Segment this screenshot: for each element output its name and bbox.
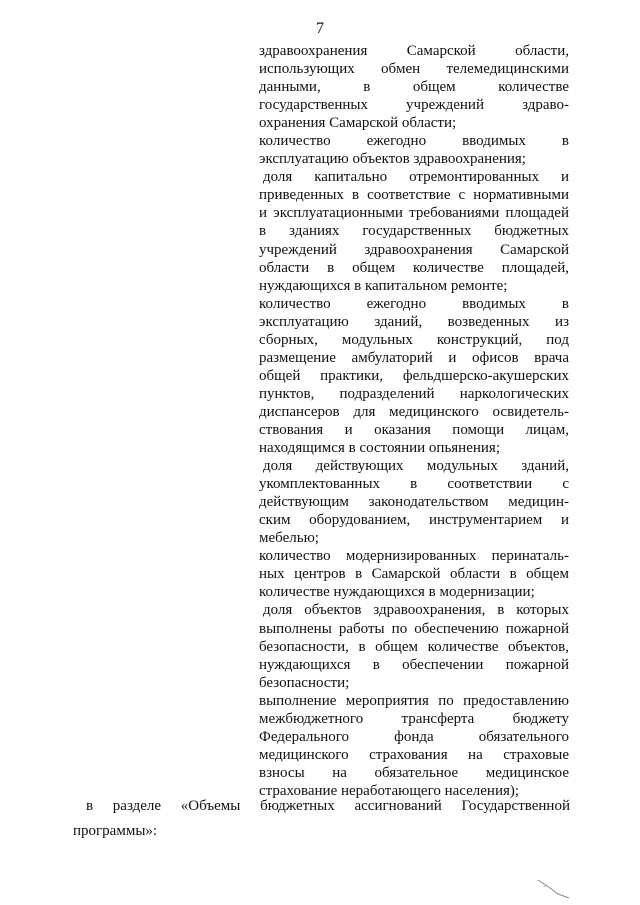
list-line: количество модернизированных перинаталь- [259,548,569,565]
list-line: общей практики, фельдшерско-акушерских [259,367,569,384]
list-line: размещение амбулаторий и офисов врача [259,349,569,366]
list-line: ных центров в Самарской области в общем [259,566,569,583]
list-line: выполнены работы по обеспечению пожарной [259,620,569,637]
list-line: мебелью; [259,530,319,547]
list-line: укомплектованных в соответствии с [259,476,569,493]
list-line: ским оборудованием, инструментарием и [259,512,569,529]
list-line: охранения Самарской области; [259,115,457,132]
list-line: страхование неработающего населения); [259,782,520,799]
list-line: эксплуатацию объектов здравоохранения; [259,151,526,168]
list-line: доля объектов здравоохранения, в которых [263,602,569,619]
list-line: действующим законодательством медицин- [259,494,569,511]
list-line: и эксплуатационными требованиями площадей [259,205,569,222]
list-line: доля действующих модульных зданий, [263,458,569,475]
closing-paragraph-tail: программы»: [73,823,158,839]
list-line: данными, в общем количестве [259,79,569,96]
list-line: пунктов, подразделений наркологических [259,385,569,402]
list-line: безопасности, в общем количестве объектов, [259,638,569,655]
list-line: ствования и оказания помощи лицам, [259,421,569,438]
closing-paragraph-line: в разделе «Объемы бюджетных ассигнований Государственной [86,798,570,814]
scan-artifact-mark [536,878,572,900]
list-line: безопасности; [259,674,350,691]
list-line: количестве нуждающихся в модернизации; [259,584,535,601]
list-line: доля капитально отремонтированных и [263,169,569,186]
page-number: 7 [316,20,324,37]
list-line: количество ежегодно вводимых в [259,295,569,312]
list-line: области в общем количестве площадей, [259,259,569,276]
list-line: диспансеров для медицинского освидетель- [259,403,569,420]
list-line: медицинского страхования на страховые [259,746,569,763]
list-line: находящимся в состоянии опьянения; [259,440,500,457]
list-line: количество ежегодно вводимых в [259,133,569,150]
list-line: эксплуатацию зданий, возведенных из [259,313,569,330]
list-line: здравоохранения Самарской области, [259,43,569,59]
list-line: в зданиях государственных бюджетных [259,223,569,240]
list-line: Федерального фонда обязательного [259,728,569,745]
list-line: нуждающихся в обеспечении пожарной [259,656,569,673]
list-line: приведенных в соответствие с нормативными [259,187,569,204]
list-line: использующих обмен телемедицинскими [259,61,569,78]
list-line: учреждений здравоохранения Самарской [259,241,569,258]
list-line: взносы на обязательное медицинское [259,764,569,781]
list-line: государственных учреждений здраво- [259,97,569,114]
list-line: нуждающихся в капитальном ремонте; [259,277,508,294]
list-line: межбюджетного трансферта бюджету [259,710,569,727]
indicator-list-column [259,42,569,800]
list-line: выполнение мероприятия по предоставлению [259,692,569,709]
list-line: сборных, модульных конструкций, под [259,331,569,348]
